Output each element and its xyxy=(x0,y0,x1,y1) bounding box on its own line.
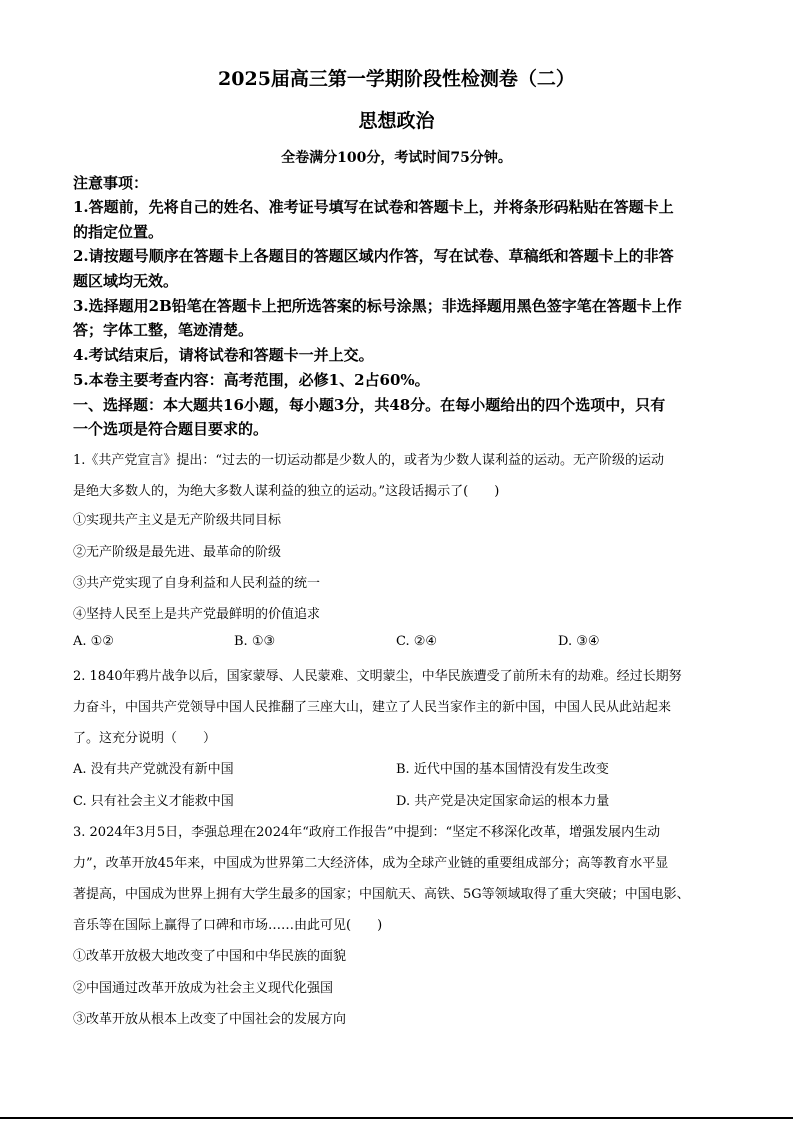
question-3-stem: 音乐等在国际上赢得了口碑和市场……由此可见( ) xyxy=(73,918,383,933)
question-1-item: ④坚持人民至上是共产党最鲜明的价值追求 xyxy=(73,607,321,622)
question-1-item: ①实现共产主义是无产阶级共同目标 xyxy=(73,513,282,528)
question-2-option-c: C. 只有社会主义才能救中国 xyxy=(73,794,234,809)
question-3-stem: 力”，改革开放45年来，中国成为世界第二大经济体，成为全球产业链的重要组成部分；高等教育水平显 xyxy=(73,856,669,871)
notice-line: 5.本卷主要考查内容：高考范围，必修1、2占60%。 xyxy=(73,371,430,389)
question-2-option-b: B. 近代中国的基本国情没有发生改变 xyxy=(396,762,609,777)
question-3-item: ②中国通过改革开放成为社会主义现代化强国 xyxy=(73,981,334,996)
exam-title: 2025届高三第一学期阶段性检测卷（二） xyxy=(218,68,575,90)
section-heading: 一个选项是符合题目要求的。 xyxy=(73,420,269,438)
question-2-option-a: A. 没有共产党就没有新中国 xyxy=(73,762,234,777)
subject-title: 思想政治 xyxy=(358,110,435,132)
question-3-item: ①改革开放极大地改变了中国和中华民族的面貌 xyxy=(73,949,347,964)
section-heading: 一、选择题：本大题共16小题，每小题3分，共48分。在每小题给出的四个选项中，只有 xyxy=(73,396,666,414)
notice-line: 1.答题前，先将自己的姓名、准考证号填写在试卷和答题卡上，并将条形码粘贴在答题卡上 xyxy=(73,198,674,216)
page-bottom-rule xyxy=(0,1117,793,1119)
exam-meta: 全卷满分100分，考试时间75分钟。 xyxy=(281,150,512,166)
question-2-stem: 力奋斗，中国共产党领导中国人民推翻了三座大山，建立了人民当家作主的新中国，中国人民从此站起来 xyxy=(73,700,672,715)
question-2-stem: 2. 1840年鸦片战争以后，国家蒙辱、人民蒙难、文明蒙尘，中华民族遭受了前所未有的劫难。经过长期努 xyxy=(73,669,682,684)
question-3-stem: 著提高，中国成为世界上拥有大学生最多的国家；中国航天、高铁、5G等领域取得了重大突破；中国电影、 xyxy=(73,887,690,902)
notice-line: 的指定位置。 xyxy=(73,223,164,241)
question-2-stem: 了。这充分说明（ ） xyxy=(73,731,217,746)
notice-heading: 注意事项： xyxy=(73,174,149,192)
notice-line: 答；字体工整，笔迹清楚。 xyxy=(73,321,254,339)
notice-line: 题区域均无效。 xyxy=(73,272,179,290)
question-3-stem: 3. 2024年3月5日，李强总理在2024年“政府工作报告”中提到：“坚定不移深化改革，增强发展内生动 xyxy=(73,825,661,840)
question-1-option-c: C. ②④ xyxy=(396,634,438,649)
question-2-option-d: D. 共产党是决定国家命运的根本力量 xyxy=(396,794,610,809)
question-1-item: ②无产阶级是最先进、最革命的阶级 xyxy=(73,545,282,560)
question-1-option-a: A. ①② xyxy=(73,634,114,649)
notice-line: 2.请按题号顺序在答题卡上各题目的答题区域内作答，写在试卷、草稿纸和答题卡上的非答 xyxy=(73,247,674,265)
question-1-stem: 是绝大多数人的，为绝大多数人谋利益的独立的运动。”这段话揭示了( ) xyxy=(73,484,500,499)
notice-line: 3.选择题用2B铅笔在答题卡上把所选答案的标号涂黑；非选择题用黑色签字笔在答题卡上作 xyxy=(73,297,682,315)
question-1-option-b: B. ①③ xyxy=(234,634,276,649)
notice-line: 4.考试结束后，请将试卷和答题卡一并上交。 xyxy=(73,346,374,364)
question-1-option-d: D. ③④ xyxy=(558,634,600,649)
question-1-stem: 1.《共产党宣言》提出：“过去的一切运动都是少数人的，或者为少数人谋利益的运动。无产阶级的运动 xyxy=(73,453,665,468)
question-3-item: ③改革开放从根本上改变了中国社会的发展方向 xyxy=(73,1012,347,1027)
question-1-item: ③共产党实现了自身利益和人民利益的统一 xyxy=(73,576,321,591)
